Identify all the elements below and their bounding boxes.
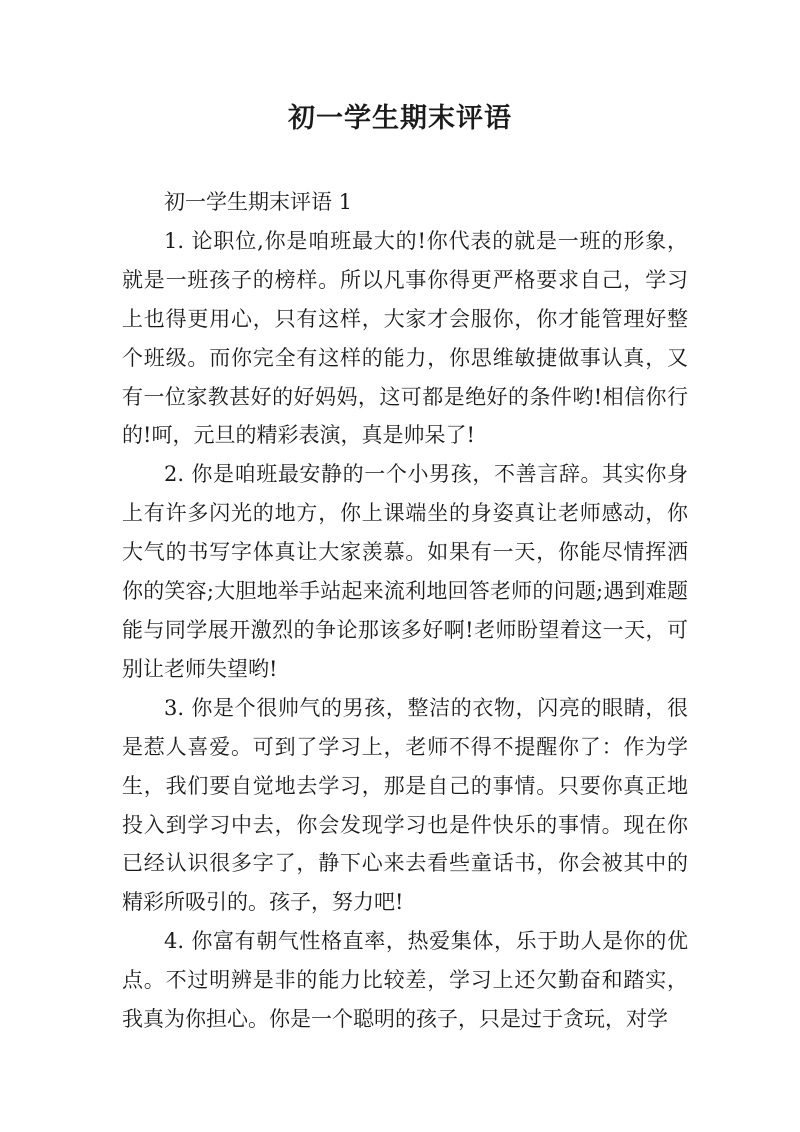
document-title: 初一学生期末评语	[288, 103, 512, 134]
comment-paragraph-3: 3. 你是个很帅气的男孩，整洁的衣物，闪亮的眼睛，很是惹人喜爱。可到了学习上，老师不得不提醒你了：作为学生，我们要自觉地去学习，那是自己的事情。只要你真正地投入到学习中去，你会发现学习也是件快乐的事情。现在你已经认识很多字了，静下心来去看些童话书，你会被其中的精彩所吸引的。孩子，努力吧!	[122, 695, 688, 915]
comment-paragraph-1: 1. 论职位,你是咱班最大的!你代表的就是一班的形象，就是一班孩子的榜样。所以凡事你得更严格要求自己，学习上也得更用心，只有这样，大家才会服你，你才能管理好整个班级。而你完全有这样的能力，你思维敏捷做事认真，又有一位家教甚好的好妈妈，这可都是绝好的条件哟!相信你行的!呵，元旦的精彩表演，真是帅呆了!	[122, 228, 688, 448]
comment-paragraph-2: 2. 你是咱班最安静的一个小男孩，不善言辞。其实你身上有许多闪光的地方，你上课端坐的身姿真让老师感动，你大气的书写字体真让大家羡慕。如果有一天，你能尽情挥洒你的笑容;大胆地举手站起来流利地回答老师的问题;遇到难题能与同学展开激烈的争论那该多好啊!老师盼望着这一天，可别让老师失望哟!	[122, 462, 688, 681]
comment-paragraph-4: 4. 你富有朝气性格直率，热爱集体，乐于助人是你的优点。不过明辨是非的能力比较差，学习上还欠勤奋和踏实，我真为你担心。你是一个聪明的孩子，只是过于贪玩，对学	[122, 929, 688, 1032]
document-body	[122, 183, 688, 1039]
section-heading: 初一学生期末评语 1	[164, 190, 353, 214]
